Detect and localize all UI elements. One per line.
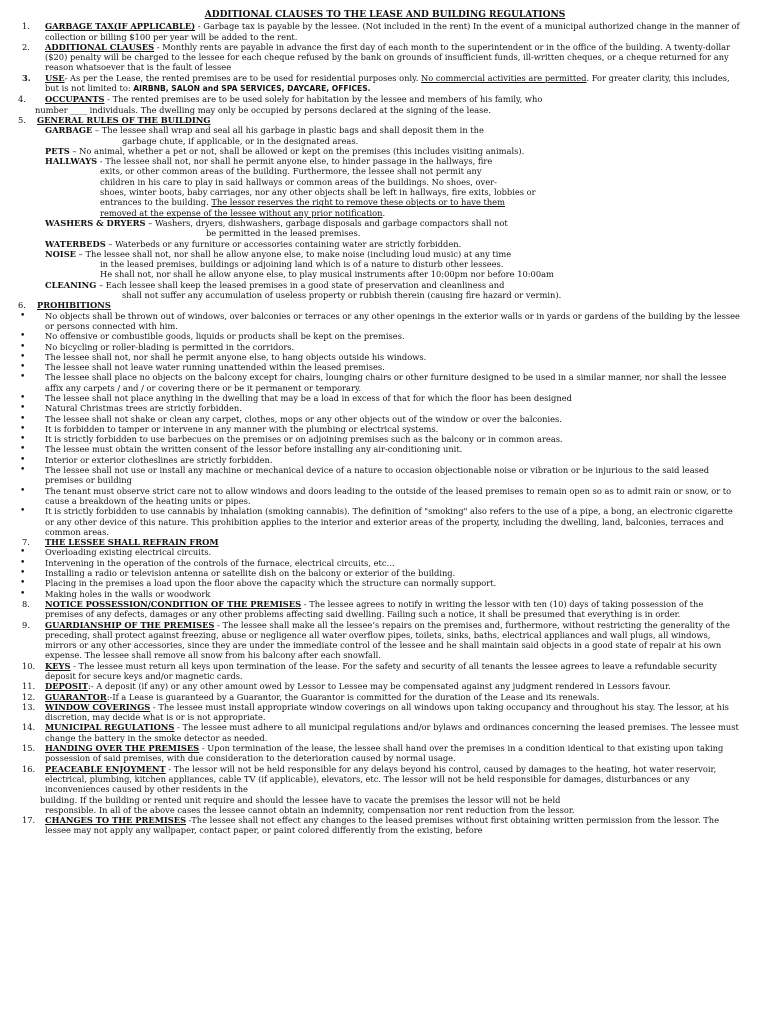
list-item: • The lessee shall not shake or clean any carpet, clothes, mops or any other objects out of the window or over the balconies. bbox=[0, 414, 770, 424]
list-item: • The lessee shall not leave water running unattended within the leased premises. bbox=[0, 362, 770, 372]
rule-heading: CLEANING bbox=[45, 279, 97, 290]
clause-text: :-If a Lease is guaranteed by a Guarantor, the Guarantor is committed for the duration of the Lease and its renewals. bbox=[106, 691, 600, 702]
clause-number: 8. bbox=[22, 598, 30, 609]
clause-deposit bbox=[0, 681, 770, 691]
clause-number: 17. bbox=[22, 815, 36, 826]
clause-text: - The lessee shall make all the lessee’s repairs on the premises and, furthermore, without restricting the generality of the preceding, shall protect against freezing, abuse or negligence all water overflow pipes, toilets, sinks, baths, electrical appliances and wall plugs, all windows, mirrors or any other accessories, since they are under the immediate control of the lessee and he shall maintain said objects in a good state of repair at his own expense. The lessee shall remove all snow from his balcony after each snowfall. bbox=[45, 619, 730, 661]
clause-number: 15. bbox=[22, 743, 36, 754]
list-item: • It is forbidden to tamper or intervene in any manner with the plumbing or electrical systems. bbox=[0, 424, 770, 434]
list-item: • The lessee shall not use or install any machine or mechanical device of a nature to occasion objectionable noise or vibration or be injurious to the said leased premises or building bbox=[0, 465, 770, 486]
clause-general-rules bbox=[0, 115, 770, 125]
clause-keys bbox=[0, 661, 770, 682]
clause-heading: MUNICIPAL REGULATIONS bbox=[45, 722, 175, 733]
rule-text-line: be permitted in the leased premises. bbox=[206, 228, 361, 239]
rule-text: – Each lessee shall keep the leased premises in a good state of preservation and cleanliness and bbox=[96, 279, 505, 290]
clause-number: 3. bbox=[22, 72, 31, 83]
rule-garbage bbox=[0, 125, 770, 146]
document-title: ADDITIONAL CLAUSES TO THE LEASE AND BUILDING REGULATIONS bbox=[204, 10, 566, 20]
list-item: • No bicycling or roller-blading is permitted in the corridors. bbox=[0, 342, 770, 352]
clause-heading: KEYS bbox=[45, 660, 71, 671]
clause-guardianship bbox=[0, 620, 770, 661]
rule-text-line: He shall not, nor shall he allow anyone else, to play musical instruments after 10:00pm nor before 10:00am bbox=[100, 269, 554, 280]
clause-occupants bbox=[0, 94, 770, 115]
clause-heading: OCCUPANTS bbox=[45, 94, 105, 105]
list-item: • The lessee shall not place anything in the dwelling that may be a load in excess of that for which the floor has been designed bbox=[0, 393, 770, 403]
clause-heading: NOTICE POSSESSION/CONDITION OF THE PREMISES bbox=[45, 598, 302, 609]
rule-text: - The lessee shall not, nor shall he permit anyone else, to hinder passage in the hallways, fire bbox=[97, 156, 493, 167]
clause-heading: WINDOW COVERINGS bbox=[45, 701, 151, 712]
clause-heading: CHANGES TO THE PREMISES bbox=[45, 815, 187, 826]
clause-number: 9. bbox=[22, 619, 30, 630]
rule-heading: GARBAGE bbox=[45, 125, 93, 136]
clause-changes-to-premises bbox=[0, 815, 770, 836]
clause-emphasis: AIRBNB, SALON and SPA SERVICES, DAYCARE, OFFICES. bbox=[133, 84, 371, 94]
list-item: • Interior or exterior clotheslines are strictly forbidden. bbox=[0, 455, 770, 465]
clause-number: 14. bbox=[22, 722, 36, 733]
clause-municipal-regulations bbox=[0, 722, 770, 743]
lease-clauses-page bbox=[0, 10, 770, 836]
rule-text: . bbox=[382, 207, 386, 218]
list-item: • The lessee must obtain the written consent of the lessor before installing any air-conditioning unit. bbox=[0, 444, 770, 454]
clause-garbage-tax bbox=[0, 21, 770, 42]
rule-pets bbox=[0, 146, 770, 156]
clause-number: 5. bbox=[18, 114, 26, 125]
clause-number: 11. bbox=[22, 681, 36, 692]
rule-cleaning bbox=[0, 280, 770, 301]
clause-heading: DEPOSIT bbox=[45, 681, 89, 692]
clause-heading: GUARANTOR bbox=[45, 691, 107, 702]
clause-text: - As per the Lease, the rented premises are to be used for residential purposes only. bbox=[64, 72, 421, 83]
rule-text: – No animal, whether a pet or not, shall be allowed or kept on the premises (this includes visiting animals). bbox=[69, 145, 525, 156]
rule-waterbeds bbox=[0, 239, 770, 249]
list-item: • It is strictly forbidden to use barbecues on the premises or on adjoining premises such as the balcony or in common areas. bbox=[0, 434, 770, 444]
clause-guarantor bbox=[0, 692, 770, 702]
rule-text: – Washers, dryers, dishwashers, garbage disposals and garbage compactors shall not bbox=[145, 217, 508, 228]
rule-text: – Waterbeds or any furniture or accessories containing water are strictly forbidden. bbox=[105, 238, 462, 249]
clause-heading: PROHIBITIONS bbox=[37, 300, 111, 311]
list-item: • Natural Christmas trees are strictly forbidden. bbox=[0, 403, 770, 413]
clause-window-coverings bbox=[0, 702, 770, 723]
clause-heading: HANDING OVER THE PREMISES bbox=[45, 743, 200, 754]
clause-refrain-from bbox=[0, 537, 770, 547]
list-item: • Overloading existing electrical circuits. bbox=[0, 547, 770, 557]
clause-text: - The rented premises are to be used solely for habitation by the lessee and members of his family, who bbox=[104, 94, 543, 105]
rule-hallways bbox=[0, 156, 770, 218]
clause-number: 16. bbox=[22, 763, 36, 774]
rule-washers-dryers bbox=[0, 218, 770, 239]
list-item: • It is strictly forbidden to use cannabis by inhalation (smoking cannabis). The definition of "smoking" also refers to the use of a pipe, a bong, an electronic cigarette or any other device of this nature. This prohibition applies to the interior and exterior areas of the property, including the dwelling, land, balconies, terraces and common areas. bbox=[0, 506, 770, 537]
clause-number: 6. bbox=[18, 300, 26, 311]
clause-heading: ADDITIONAL CLAUSES bbox=[45, 41, 155, 52]
clause-heading: PEACEABLE ENJOYMENT bbox=[45, 763, 166, 774]
clause-number: 10. bbox=[22, 660, 36, 671]
clause-number: 1. bbox=[22, 21, 30, 32]
rule-text-underlined: removed at the expense of the lessee without any prior notification bbox=[100, 207, 383, 218]
clause-handing-over bbox=[0, 743, 770, 764]
clause-text: - The lessor will not be held responsible for any delays beyond his control, caused by damages to the heating, hot water reservoir, electrical, plumbing, kitchen appliances, cable TV (if applicable), elevators, etc. The lessor will not be held responsible for damages, disturbances or any inconveniences caused by other residents in the bbox=[45, 763, 717, 795]
clause-text: - The lessee must install appropriate window coverings on all windows upon taking occupancy and throughout his stay. The lessor, at his discretion, may decide what is or is not appropriate. bbox=[45, 701, 729, 723]
clause-text: - The lessee must return all keys upon termination of the lease. For the safety and security of all tenants the lessee agrees to leave a refundable security deposit for secure keys and/or magnetic cards. bbox=[45, 660, 717, 681]
clause-text: :- A deposit (if any) or any other amount owed by Lessor to Lessee may be compensated against any judgment rendered in Lessors favour. bbox=[88, 681, 671, 692]
clause-number: 4. bbox=[18, 94, 26, 105]
rule-text: – The lessee shall wrap and seal all his garbage in plastic bags and shall deposit them in the bbox=[92, 125, 484, 136]
rule-heading: NOISE bbox=[45, 248, 77, 259]
clause-heading: GARBAGE TAX(IF APPLICABLE) bbox=[45, 21, 196, 32]
clause-text-underlined: No commercial activities are permitted bbox=[421, 72, 587, 83]
rule-text-line: children in his care to play in said hallways or common areas of the buildings. No shoes, over- bbox=[100, 176, 497, 187]
rule-text-underlined: The lessor reserves the right to remove these objects or to have them bbox=[211, 197, 505, 208]
clause-text-line: number ____ individuals. The dwelling may only be occupied by persons declared at the signing of the lease. bbox=[35, 104, 491, 115]
clause-text: - Monthly rents are payable in advance the first day of each month to the superintendent or in the office of the building. A twenty-dollar ($20) penalty will be charged to the lessee for each cheque refused by the bank on grounds of insufficient funds, ill-written cheques, or a cheque returned for any reason whatsoever that is the fault of lessee bbox=[45, 41, 731, 73]
clause-number: 12. bbox=[22, 691, 36, 702]
rule-text-line: garbage chute, if applicable, or in the designated areas. bbox=[122, 135, 359, 146]
clause-number: 13. bbox=[22, 701, 36, 712]
rule-text-line: exits, or other common areas of the building. Furthermore, the lessee shall not permit any bbox=[100, 166, 482, 177]
clause-heading: GENERAL RULES OF THE BUILDING bbox=[37, 114, 211, 125]
rule-text-line bbox=[45, 208, 740, 218]
list-item: • No objects shall be thrown out of windows, over balconies or terraces or any other openings in the exterior walls or in yards or gardens of the building by the lessee or persons connected with him. bbox=[0, 311, 770, 332]
clause-text: - Garbage tax is payable by the lessee. (Not included in the rent) In the event of a municipal authorized change in the manner of collection or billing $100 per year will be added to the rent. bbox=[45, 21, 740, 42]
rule-heading: WATERBEDS bbox=[45, 238, 106, 249]
list-item: • Installing a radio or television antenna or satellite dish on the balcony or exterior of the building. bbox=[0, 568, 770, 578]
rule-heading: PETS bbox=[45, 145, 70, 156]
rule-text: – The lessee shall not, nor shall he allow anyone else, to make noise (including loud music) at any time bbox=[76, 248, 512, 259]
list-item: • Placing in the premises a load upon the floor above the capacity which the structure can normally support. bbox=[0, 578, 770, 588]
list-item: • The lessee shall not, nor shall he permit anyone else, to hang objects outside his windows. bbox=[0, 352, 770, 362]
clause-heading: THE LESSEE SHALL REFRAIN FROM bbox=[45, 537, 219, 548]
rule-heading: WASHERS & DRYERS bbox=[45, 217, 146, 228]
clause-text: -The lessee shall not effect any changes to the leased premises without first obtaining written permission from the lessor. The lessee may not apply any wallpaper, contact paper, or paint colored differently from the existing, before bbox=[45, 815, 720, 836]
clause-text: . For greater clarity, this includes, but is not limited to: bbox=[45, 72, 730, 94]
list-item: • The lessee shall place no objects on the balcony except for chairs, lounging chairs or other furniture designed to be used in a similar manner, nor shall the lessee affix any carpets / and / or covering there or be it permanent or temporary. bbox=[0, 372, 770, 393]
clause-additional-clauses bbox=[0, 42, 770, 73]
clause-notice-possession bbox=[0, 599, 770, 620]
clause-number: 2. bbox=[22, 41, 30, 52]
rule-heading: HALLWAYS bbox=[45, 156, 98, 167]
clause-text: - The lessee must adhere to all municipal regulations and/or bylaws and ordinances concerning the leased premises. The lessee must change the battery in the smoke detector as needed. bbox=[45, 722, 739, 743]
list-item: • Making holes in the walls or woodwork bbox=[0, 589, 770, 599]
clause-prohibitions bbox=[0, 300, 770, 310]
rule-noise bbox=[0, 249, 770, 280]
clause-text: - The lessee agrees to notify in writing the lessor with ten (10) days of taking possession of the premises of any defects, damages or any other problems affecting said dwelling. Failing such a notice, it shall be presumed that everything is in order. bbox=[45, 598, 704, 620]
clause-text-line: building. If the building or rented unit require and should the lessee have to vacate the premises the lessor will not be held bbox=[40, 794, 561, 805]
list-item: • Intervening in the operation of the controls of the furnace, electrical circuits, etc… bbox=[0, 558, 770, 568]
rule-text-line bbox=[45, 197, 740, 207]
list-item: • The tenant must observe strict care not to allow windows and doors leading to the outside of the leased premises to remain open so as to admit rain or snow, or to cause a breakdown of the heating units or pipes. bbox=[0, 486, 770, 507]
clause-peaceable-enjoyment bbox=[0, 764, 770, 815]
rule-text: entrances to the building. bbox=[100, 197, 212, 208]
clause-heading: USE bbox=[45, 72, 65, 83]
list-item: • No offensive or combustible goods, liquids or products shall be kept on the premises. bbox=[0, 331, 770, 341]
clause-number: 7. bbox=[22, 537, 30, 548]
clause-text-line: responsible. In all of the above cases the lessee cannot obtain an indemnity, compensation nor rent reduction from the lessor. bbox=[45, 804, 575, 815]
clause-text: - Upon termination of the lease, the lessee shall hand over the premises in a condition identical to that existing upon taking possession of said premises, with due consideration to the deterioration caused by normal usage. bbox=[45, 743, 724, 764]
clause-use bbox=[0, 73, 770, 95]
rule-text-line: shall not suffer any accumulation of useless property or rubbish therein (causing fire hazard or vermin). bbox=[122, 290, 562, 301]
clause-heading: GUARDIANSHIP OF THE PREMISES bbox=[45, 619, 215, 630]
rule-text-line: in the leased premises, buildings or adjoining land which is of a nature to disturb other lessees. bbox=[100, 259, 504, 270]
rule-text-line: shoes, winter boots, baby carriages, nor any other objects shall be left in hallways, fire exits, lobbies or bbox=[100, 187, 536, 198]
